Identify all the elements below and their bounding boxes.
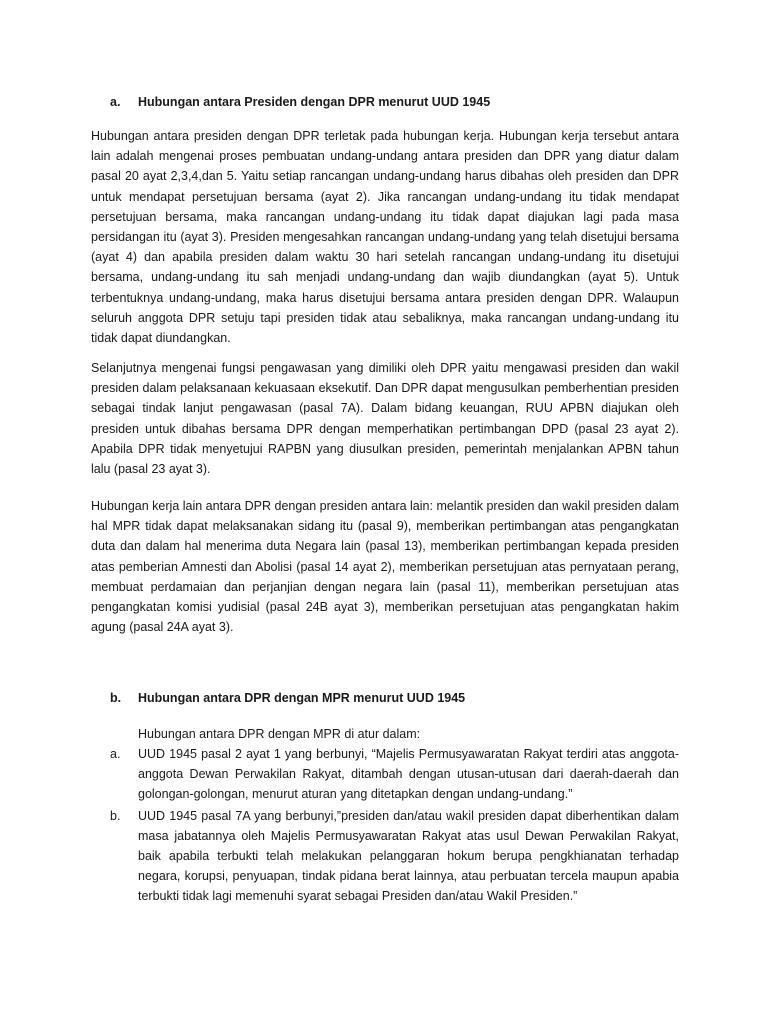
section-a-heading bbox=[110, 92, 490, 112]
section-a-paragraph-1: Hubungan antara presiden dengan DPR terletak pada hubungan kerja. Hubungan kerja tersebut antara lain adalah mengenai proses pembuatan undang-undang antara presiden dan DPR yang diatur dalam pasal 20 ayat 2,3,4,dan 5. Yaitu setiap rancangan undang-undang harus dibahas oleh presiden dan DPR untuk mendapat persetujuan bersama (ayat 2). Jika rancangan undang-undang itu tidak mendapat persetujuan bersama, maka rancangan undang-undang itu tidak dapat diajukan lagi pada masa persidangan itu (ayat 3). Presiden mengesahkan rancangan undang-undang yang telah disetujui bersama (ayat 4) dan apabila presiden dalam waktu 30 hari setelah rancangan undang-undang itu disetujui bersama, undang-undang itu sah menjadi undang-undang dan wajib diundangkan (ayat 5). Untuk terbentuknya undang-undang, maka harus disetujui bersama antara presiden dengan DPR. Walaupun seluruh anggota DPR setuju tapi presiden tidak atau sebaliknya, maka rancangan undang-undang itu tidak dapat diundangkan. bbox=[91, 129, 679, 346]
section-b-title: Hubungan antara DPR dengan MPR menurut UUD 1945 bbox=[138, 691, 466, 705]
list-item-marker: b. bbox=[110, 809, 121, 823]
section-a-paragraph-3: Hubungan kerja lain antara DPR dengan presiden antara lain: melantik presiden dan wakil presiden dalam hal MPR tidak dapat melaksanakan sidang itu (pasal 9), memberikan pertimbangan atas pengangkatan duta dan dalam hal menerima duta Negara lain (pasal 13), memberikan pertimbangan kepada presiden atas pemberian Amnesti dan Abolisi (pasal 14 ayat 2), memberikan persetujuan atas pernyataan perang, membuat perdamaian dan perjanjian dengan negara lain (pasal 11), memberikan persetujuan atas pengangkatan komisi yudisial (pasal 24B ayat 3), memberikan persetujuan atas pengangkatan hakim agung (pasal 24A ayat 3). bbox=[91, 499, 679, 635]
list-item bbox=[110, 744, 679, 804]
list-item-text: UUD 1945 pasal 7A yang berbunyi,”presiden dan/atau wakil presiden dapat diberhentikan dalam masa jabatannya oleh Majelis Permusyawaratan Rakyat atas usul Dewan Perwakilan Rakyat, baik apabila terbukti telah melakukan pelanggaran hokum berupa pengkhianatan terhadap negara, korupsi, penyuapan, tindak pidana berat lainnya, atau perbuatan tercela maupun apabia terbukti tidak lagi memenuhi syarat sebagai Presiden dan/atau Wakil Presiden.” bbox=[138, 809, 679, 903]
section-a-title: Hubungan antara Presiden dengan DPR menurut UUD 1945 bbox=[138, 95, 491, 109]
section-b-heading bbox=[110, 688, 465, 708]
list-item-marker: a. bbox=[110, 747, 121, 761]
section-a-paragraph-2: Selanjutnya mengenai fungsi pengawasan yang dimiliki oleh DPR yaitu mengawasi presiden dan wakil presiden dalam pelaksanaan kekuasaan eksekutif. Dan DPR dapat mengusulkan pemberhentian presiden sebagai tindak lanjut pengawasan (pasal 7A). Dalam bidang keuangan, RUU APBN diajukan oleh presiden untuk dibahas bersama DPR dengan memperhatikan pertimbangan DPD (pasal 23 ayat 2). Apabila DPR tidak menyetujui RAPBN yang diusulkan presiden, pemerintah menjalankan APBN tahun lalu (pasal 23 ayat 3). bbox=[91, 361, 679, 477]
section-b-intro: Hubungan antara DPR dengan MPR di atur dalam: bbox=[138, 727, 421, 741]
list-item bbox=[110, 806, 679, 906]
list-item-text: UUD 1945 pasal 2 ayat 1 yang berbunyi, “Majelis Permusyawaratan Rakyat terdiri atas anggota-anggota Dewan Perwakilan Rakyat, ditambah dengan utusan-utusan dari daerah-daerah dan golongan-golongan, menurut aturan yang ditetapkan dengan undang-undang.” bbox=[138, 747, 679, 801]
section-a-marker: a. bbox=[110, 95, 121, 109]
section-b-marker: b. bbox=[110, 691, 122, 705]
